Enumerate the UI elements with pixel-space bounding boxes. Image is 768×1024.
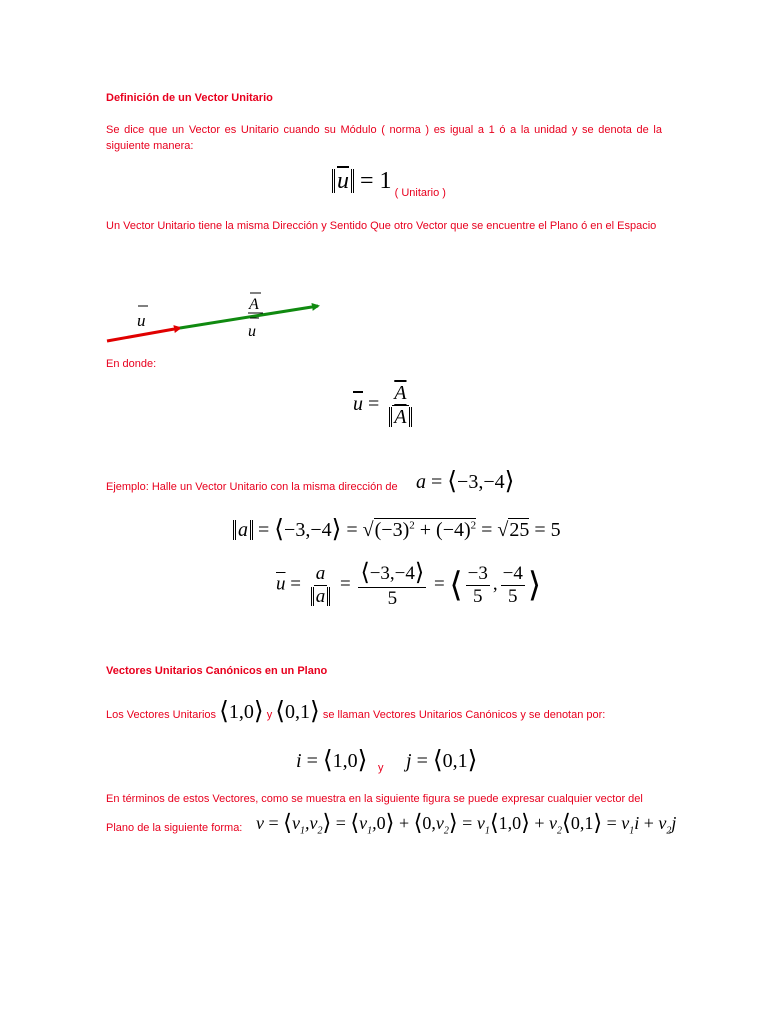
example-label: Ejemplo: Halle un Vector Unitario con la misma dirección de [106,481,398,493]
u-label [137,306,148,330]
canonical-y-connector: y [266,709,273,721]
vector-figure [100,285,340,355]
unit-note: ( Unitario ) [394,187,446,199]
svg-text:A: A [249,296,259,313]
i-vector-formula: i = ⟨1,0⟩ [296,747,368,774]
norm-computation-formula: a = ⟨−3,−4⟩ = $√(-3)^2 + (-4)^2 = √25 = 5$ [233,514,561,544]
section-title-unit-vector: Definición de un Vector Unitario [106,92,273,104]
y-between-formulas: y [378,762,384,774]
unit-vector-result-formula: $\overline{u}$ = $\frac{a}{a}$ = $\frac{⟨-3,-4⟩}{5}$ = ⟨ $\frac{-3}{5}$ , $\frac{-4}{5}$ ⟩ [276,560,542,610]
where-label: En donde: [106,358,157,370]
section-title-canonical-vectors: Vectores Unitarios Canónicos en un Plano [106,665,328,677]
canonical-vectors-line: Los Vectores Unitarios ⟨1,0⟩ y ⟨0,1⟩ se llaman Vectores Unitarios Canónicos y se denotan por: [106,698,606,725]
svg-text:u: u [248,323,256,340]
svg-text:u: u [137,311,146,330]
canonical-text-after: se llaman Vectores Unitarios Canónicos y se denotan por: [322,709,606,721]
unit-norm-formula: $\overline{u} = 1$ ( Unitario ) [332,168,446,199]
intro-paragraph: Se dice que un Vector es Unitario cuando su Módulo ( norma ) es igual a 1 ó a la unidad y se denota de la siguiente manera: [106,124,662,152]
direction-paragraph: Un Vector Unitario tiene la misma Dirección y Sentido Que otro Vector que se encuentre el Plano ó en el Espacio [106,220,657,232]
expression-line2: Plano de la siguiente forma: [106,822,243,834]
expression-intro: En términos de estos Vectores, como se muestra en la siguiente figura se puede expresar cualquier vector del [106,793,643,805]
canonical-text-before: Los Vectores Unitarios [106,709,217,721]
example-vector-a: a = ⟨−3,−4⟩ [416,468,515,495]
unit-vector-definition-formula: $\overline{u}$ = $\frac{\overline{A}}{A}$ [353,382,417,429]
vector-decomposition-formula: $v = ⟨v_1,v_2⟩$ = $⟨v_1,0⟩$ + $⟨0,v_2⟩$ = $v_1⟨1,0⟩$ + $v_2⟨0,1⟩ = v_1i + v_2j$ [256,810,677,837]
j-vector-formula: j = ⟨0,1⟩ [406,747,478,774]
